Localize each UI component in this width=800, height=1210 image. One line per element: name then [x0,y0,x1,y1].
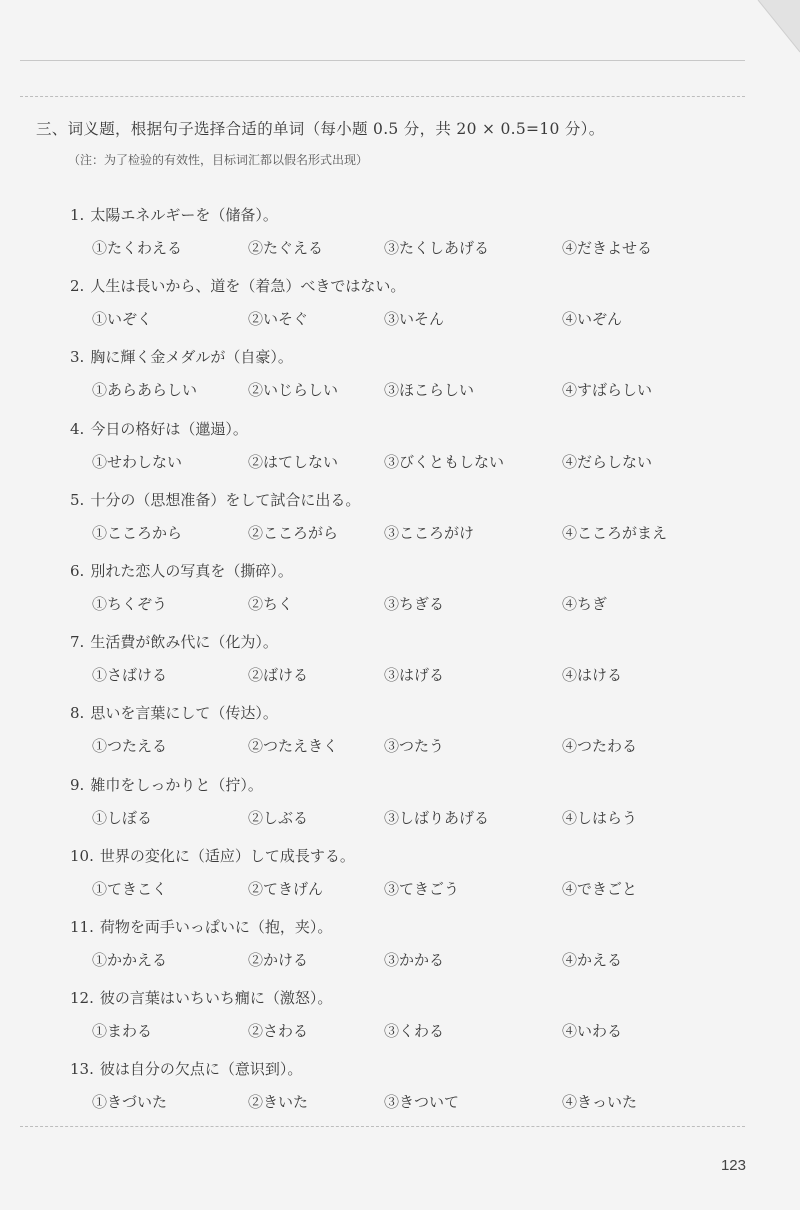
section-bottom-dashed-divider [20,1126,745,1127]
question-number: 13. [70,1060,94,1079]
question-number: 1. [70,206,85,224]
question-item [70,554,750,625]
question-number: 7. [70,633,85,652]
option-1[interactable]: ①しぼる [92,808,153,827]
option-3[interactable]: ③きついて [384,1093,460,1112]
question-item [70,910,750,981]
option-3[interactable]: ③はげる [384,666,445,685]
question-item [70,340,750,411]
option-row [92,451,752,475]
question-text: 胸に輝く金メダルが（自豪）。 [90,348,293,367]
question-number: 10. [70,846,94,865]
question-number: 6. [70,561,85,580]
question-item [70,198,750,269]
question-number: 12. [70,989,94,1008]
option-1[interactable]: ①まわる [92,1022,153,1041]
option-1[interactable]: ①てきこく [92,879,168,898]
option-2[interactable]: ②きいた [248,1093,309,1112]
question-item [70,768,750,839]
option-2[interactable]: ②てきげん [248,879,324,898]
option-3[interactable]: ③しばりあげる [384,808,490,827]
option-2[interactable]: ②かける [248,950,309,969]
option-1[interactable]: ①あらあらしい [92,381,198,400]
option-2[interactable]: ②しぶる [248,808,309,827]
option-2[interactable]: ②こころがら [248,523,339,542]
option-2[interactable]: ②いそぐ [248,310,309,329]
question-number: 2. [70,277,85,296]
option-1[interactable]: ①せわしない [92,452,183,471]
option-3[interactable]: ③ほこらしい [384,381,475,400]
question-text: 荷物を両手いっぱいに（抱，夹）。 [99,917,333,936]
option-2[interactable]: ②ちく [248,594,294,613]
question-item [70,269,750,340]
question-item [70,625,750,696]
option-3[interactable]: ③かかる [384,950,445,969]
option-3[interactable]: ③たくしあげる [384,239,490,257]
option-4[interactable]: ④きっいた [562,1093,638,1112]
option-row [92,949,752,973]
question-list [70,198,750,1123]
option-row [92,522,752,546]
option-2[interactable]: ②いじらしい [248,381,339,400]
option-2[interactable]: ②たぐえる [248,239,324,257]
option-4[interactable]: ④こころがまえ [562,523,668,542]
option-4[interactable]: ④すばらしい [562,381,653,400]
option-2[interactable]: ②つたえきく [248,737,339,756]
question-text: 人生は長いから、道を（着急）べきではない。 [90,277,406,296]
option-3[interactable]: ③くわる [384,1022,445,1041]
section-top-dashed-divider [20,96,745,97]
question-text: 生活費が飲み代に（化为）。 [90,633,278,652]
question-number: 4. [70,419,85,438]
question-number: 3. [70,348,85,367]
option-1[interactable]: ①いぞく [92,310,153,329]
option-1[interactable]: ①かかえる [92,950,168,969]
option-4[interactable]: ④いわる [562,1022,623,1041]
option-row [92,735,752,759]
option-row [92,1020,752,1044]
option-1[interactable]: ①きづいた [92,1093,168,1112]
question-item [70,412,750,483]
question-text: 十分の（思想准备）をして試合に出る。 [90,490,361,509]
question-item [70,1052,750,1123]
question-item [70,483,750,554]
option-1[interactable]: ①ちくぞう [92,594,168,613]
option-4[interactable]: ④だらしない [562,452,653,471]
option-3[interactable]: ③てきごう [384,879,460,898]
option-row [92,308,752,332]
option-4[interactable]: ④だきよせる [562,239,653,257]
question-item [70,981,750,1052]
question-item [70,839,750,910]
question-text: 雑巾をしっかりと（拧）。 [90,775,263,794]
option-row [92,1091,752,1115]
option-1[interactable]: ①たくわえる [92,239,183,257]
option-4[interactable]: ④しはらう [562,808,638,827]
option-4[interactable]: ④つたわる [562,737,638,756]
question-text: 世界の変化に（适应）して成長する。 [99,846,355,865]
option-4[interactable]: ④いぞん [562,310,623,329]
option-1[interactable]: ①こころから [92,523,183,542]
section-note: （注：为了检验的有效性，目标词汇都以假名形式出现） [68,153,369,167]
option-row [92,379,752,403]
option-row [92,807,752,831]
question-text: 思いを言葉にして（传达）。 [90,704,278,723]
question-number: 8. [70,704,85,723]
option-row [92,664,752,688]
page-number: 123 [720,1157,746,1174]
option-4[interactable]: ④はける [562,666,623,685]
option-3[interactable]: ③つたう [384,737,445,756]
question-text: 彼の言葉はいちいち癇に（激怒）。 [99,989,333,1008]
top-divider [20,60,745,61]
option-1[interactable]: ①さばける [92,666,168,685]
question-number: 9. [70,775,85,794]
option-1[interactable]: ①つたえる [92,737,168,756]
section-heading: 三、词义题，根据句子选择合适的单词（每小题 0.5 分，共 20 × 0.5=10 分）。 [36,120,605,138]
question-text: 太陽エネルギーを（储备）。 [90,206,278,224]
question-text: 彼は自分の欠点に（意识到）。 [99,1060,303,1079]
question-text: 今日の格好は（邋遢）。 [90,419,248,438]
option-2[interactable]: ②さわる [248,1022,309,1041]
option-4[interactable]: ④かえる [562,950,623,969]
question-item [70,696,750,767]
question-number: 5. [70,490,85,509]
option-2[interactable]: ②はてしない [248,452,339,471]
option-3[interactable]: ③びくともしない [384,452,505,471]
question-number: 11. [70,917,94,936]
option-2[interactable]: ②ばける [248,666,309,685]
option-4[interactable]: ④ちぎ [562,594,608,613]
option-3[interactable]: ③ちぎる [384,594,445,613]
option-3[interactable]: ③いそん [384,310,445,329]
option-4[interactable]: ④できごと [562,879,638,898]
option-row [92,237,752,261]
option-row [92,878,752,902]
question-text: 別れた恋人の写真を（撕碎）。 [90,561,293,580]
option-row [92,593,752,617]
option-3[interactable]: ③こころがけ [384,523,475,542]
